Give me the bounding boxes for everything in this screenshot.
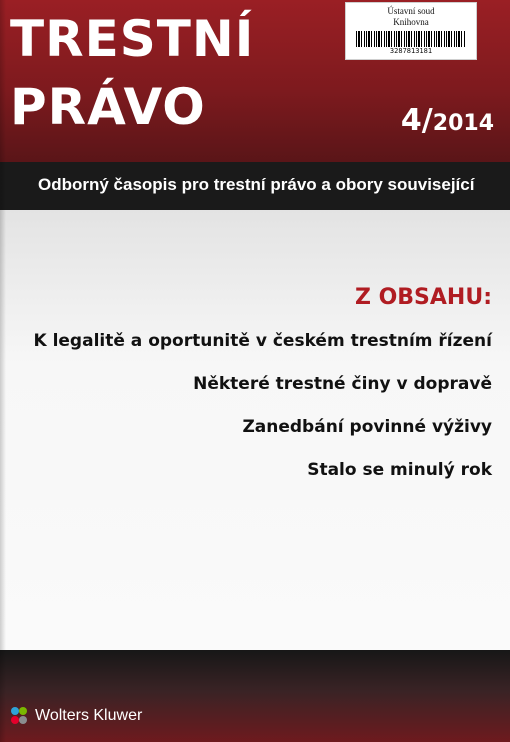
library-sticker-dept: Knihovna xyxy=(393,17,429,27)
magazine-title-line1: TRESTNÍ xyxy=(10,10,255,68)
contents-list xyxy=(12,330,492,481)
publisher-brand xyxy=(8,705,142,727)
contents-item: Zanedbání povinné výživy xyxy=(242,417,492,437)
barcode-icon xyxy=(356,31,466,47)
contents-item: Stalo se minulý rok xyxy=(307,460,492,480)
issue-number xyxy=(400,103,494,138)
library-sticker-owner: Ústavní soud xyxy=(387,6,435,16)
issue-year: 2014 xyxy=(432,111,494,136)
contents-item: K legalitě a oportunitě v českém trestním řízení xyxy=(33,331,492,351)
cover-footer xyxy=(0,650,510,742)
magazine-subtitle: Odborný časopis pro trestní právo a obory související xyxy=(38,175,475,194)
publisher-name: Wolters Kluwer xyxy=(35,707,143,724)
magazine-title-line2: PRÁVO xyxy=(10,78,206,136)
cover-header xyxy=(0,0,510,162)
page-edge-shadow xyxy=(0,0,6,742)
library-sticker xyxy=(345,2,477,60)
issue-number-value: 4/ xyxy=(400,103,433,138)
contents-heading: Z OBSAHU: xyxy=(354,285,492,310)
wolters-kluwer-logo-icon xyxy=(8,705,30,727)
barcode-number: 3287813181 xyxy=(389,47,433,55)
contents-section xyxy=(12,284,492,502)
contents-item: Některé trestné činy v dopravě xyxy=(193,374,492,394)
